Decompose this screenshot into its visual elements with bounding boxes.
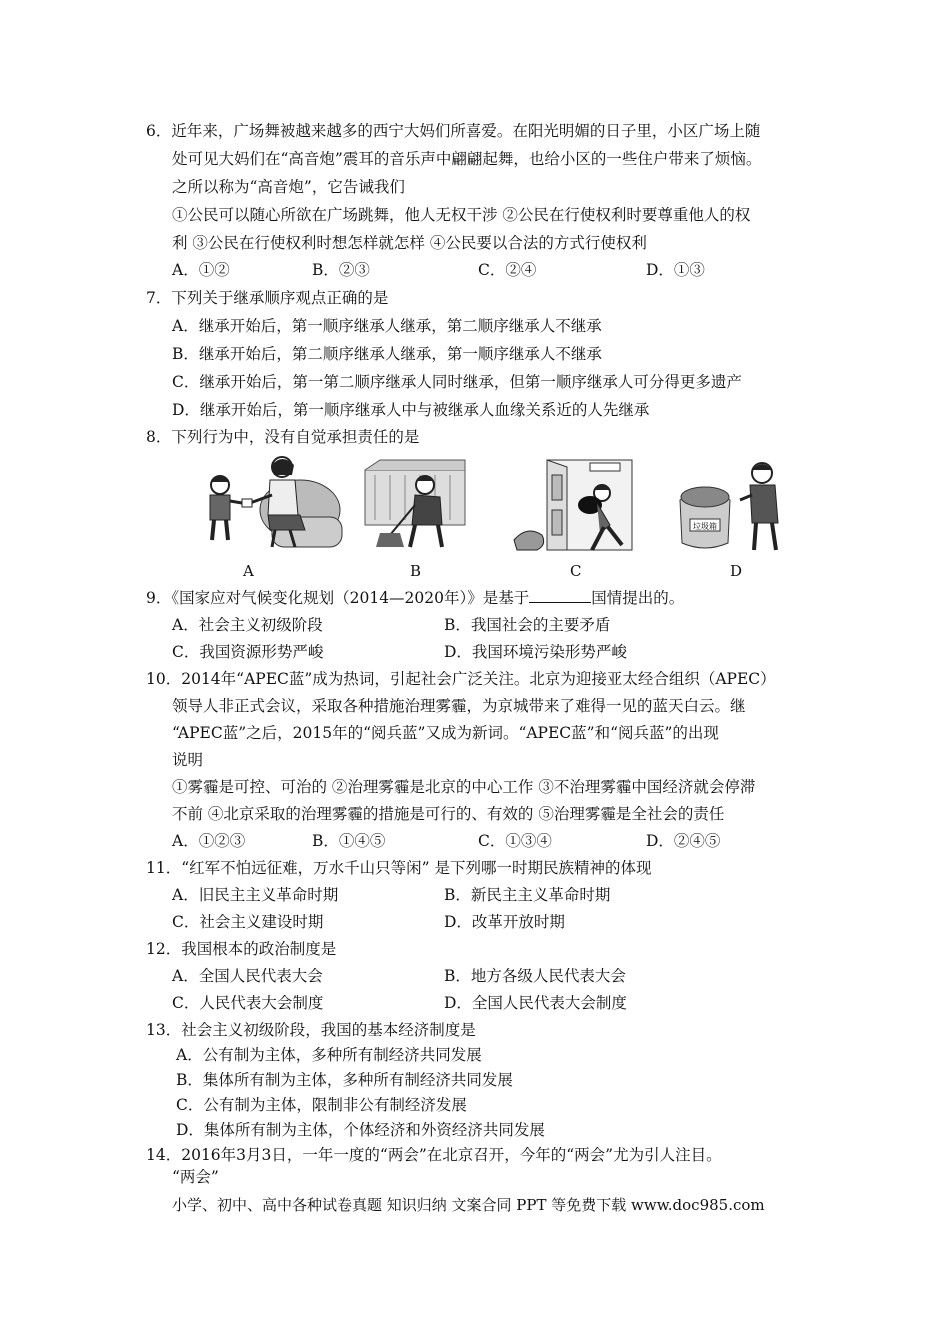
q13-stem: 13．社会主义初级阶段，我国的基本经济制度是: [146, 1021, 476, 1039]
q13-option-b: B．集体所有制为主体，多种所有制经济共同发展: [176, 1071, 513, 1089]
q10-line-3: “APEC蓝”之后，2015年的“阅兵蓝”又成为新词。“APEC蓝”和“阅兵蓝”的出现: [172, 724, 719, 742]
q10-option-c: C．①③④: [478, 832, 552, 850]
q6-option-c: C．②④: [478, 261, 537, 279]
q6-option-d: D．①③: [646, 261, 705, 279]
q6-line-4: ①公民可以随心所欲在广场跳舞，他人无权干涉 ②公民在行使权利时要尊重他人的权: [172, 206, 751, 224]
q7-option-d: D．继承开始后，第一顺序继承人中与被继承人血缘关系近的人先继承: [172, 401, 650, 419]
q9-option-c: C．我国资源形势严峻: [172, 643, 324, 661]
illustration-d: [670, 455, 800, 555]
q10-line-5: ①雾霾是可控、可治的 ②治理雾霾是北京的中心工作 ③不治理雾霾中国经济就会停滞: [172, 778, 756, 796]
page-footer: 小学、初中、高中各种试卷真题 知识归纳 文案合同 PPT 等免费下载 www.doc985.com: [172, 1196, 765, 1214]
q11-option-d: D．改革开放时期: [444, 913, 565, 931]
q10-option-a: A．①②③: [172, 832, 246, 850]
q12-option-d: D．全国人民代表大会制度: [444, 994, 627, 1012]
q14-line-2: “两会”: [172, 1168, 219, 1186]
q9-option-b: B．我国社会的主要矛盾: [444, 616, 611, 634]
illustration-c: [512, 455, 637, 555]
illustration-a: [200, 455, 350, 555]
q9-stem: [146, 588, 684, 608]
q6-line-5: 利 ③公民在行使权利时想怎样就怎样 ④公民要以合法的方式行使权利: [172, 234, 647, 252]
q7-option-c: C．继承开始后，第一第二顺序继承人同时继承，但第一顺序继承人可分得更多遗产: [172, 373, 742, 391]
q10-line-4: 说明: [172, 751, 204, 769]
bin-label: 垃圾箱: [693, 522, 717, 531]
q12-option-a: A．全国人民代表大会: [172, 967, 323, 985]
q11-option-c: C．社会主义建设时期: [172, 913, 324, 931]
q9-stem-part2: 国情提出的。: [591, 589, 685, 607]
q7-option-a: A．继承开始后，第一顺序继承人继承，第二顺序继承人不继承: [172, 317, 602, 335]
q10-option-b: B．①④⑤: [312, 832, 386, 850]
q6-line-3: 之所以称为“高音炮”，它告诫我们: [172, 178, 405, 196]
q11-stem: 11．“红军不怕远征难，万水千山只等闲” 是下列哪一时期民族精神的体现: [146, 859, 652, 877]
q9-option-a: A．社会主义初级阶段: [172, 616, 323, 634]
q13-option-c: C．公有制为主体，限制非公有制经济发展: [176, 1096, 467, 1114]
illustration-a-label: A: [243, 562, 254, 580]
q6-line-1: 6．近年来，广场舞被越来越多的西宁大妈们所喜爱。在阳光明媚的日子里，小区广场上随: [146, 122, 761, 140]
illustration-c-label: C: [570, 562, 582, 580]
q11-option-a: A．旧民主主义革命时期: [172, 886, 339, 904]
q13-option-d: D．集体所有制为主体，个体经济和外资经济共同发展: [176, 1121, 545, 1139]
q7-option-b: B．继承开始后，第二顺序继承人继承，第一顺序继承人不继承: [172, 345, 602, 363]
illustration-b: [360, 455, 470, 555]
q9-option-d: D．我国环境污染形势严峻: [444, 643, 627, 661]
q10-option-d: D．②④⑤: [646, 832, 721, 850]
q10-line-2: 领导人非正式会议，采取各种措施治理雾霾，为京城带来了难得一见的蓝天白云。继: [172, 697, 746, 715]
q6-option-b: B．②③: [312, 261, 370, 279]
q12-option-b: B．地方各级人民代表大会: [444, 967, 626, 985]
q12-stem: 12．我国根本的政治制度是: [146, 940, 337, 958]
q6-line-2: 处可见大妈们在“高音炮”震耳的音乐声中翩翩起舞，也给小区的一些住户带来了烦恼。: [172, 150, 762, 168]
q12-option-c: C．人民代表大会制度: [172, 994, 324, 1012]
q6-option-a: A．①②: [172, 261, 230, 279]
q11-option-b: B．新民主主义革命时期: [444, 886, 611, 904]
q9-stem-part1: 9．《国家应对气候变化规划（2014—2020年）》是基于: [146, 589, 530, 607]
illustration-d-label: D: [730, 562, 743, 580]
q13-option-a: A．公有制为主体，多种所有制经济共同发展: [176, 1046, 482, 1064]
q7-stem: 7．下列关于继承顺序观点正确的是: [146, 289, 389, 307]
q9-blank: [529, 588, 591, 603]
q8-stem: 8．下列行为中，没有自觉承担责任的是: [146, 428, 420, 446]
q14-line-1: 14．2016年3月3日，一年一度的“两会”在北京召开，今年的“两会”尤为引人注目。: [146, 1146, 722, 1164]
q10-line-6: 不前 ④北京采取的治理雾霾的措施是可行的、有效的 ⑤治理雾霾是全社会的责任: [172, 805, 725, 823]
q10-line-1: 10．2014年“APEC蓝”成为热词，引起社会广泛关注。北京为迎接亚太经合组织（APEC）: [146, 670, 776, 688]
illustration-b-label: B: [410, 562, 422, 580]
